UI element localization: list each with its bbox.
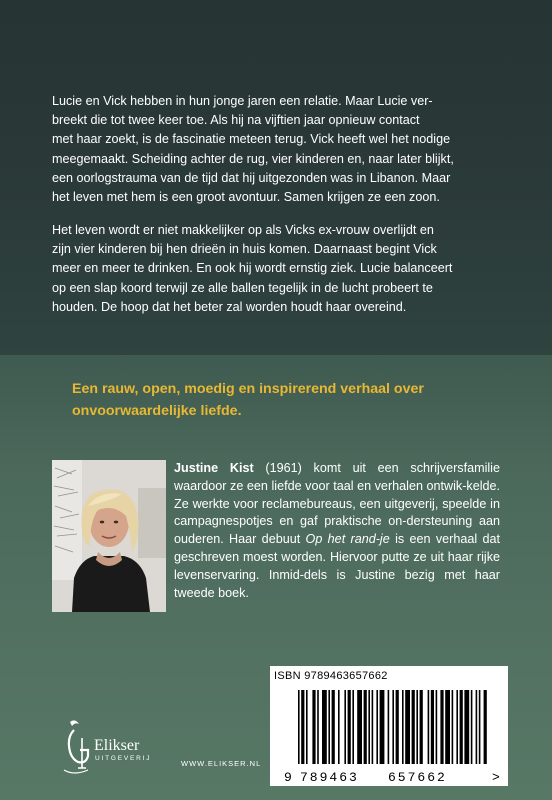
barcode-first-digit: 9 (284, 770, 292, 785)
barcode-digits-group-1: 789463 (300, 770, 359, 785)
barcode-bar (312, 690, 315, 764)
barcode-bar (445, 690, 450, 764)
author-name: Justine Kist (174, 461, 254, 475)
blurb-line: Lucie en Vick hebben in hun jonge jaren een relatie. Maar Lucie ver- (52, 94, 433, 108)
blurb-paragraph-1 (52, 92, 504, 207)
barcode-bar (412, 690, 415, 764)
blurb-line: meer en meer te drinken. En ook hij wordt ernstig ziek. Lucie balanceert (52, 261, 453, 276)
barcode-bar (476, 690, 478, 764)
barcode-bar (479, 690, 481, 764)
barcode-bar (298, 690, 300, 764)
barcode-bar (338, 690, 340, 764)
barcode-bar (388, 690, 390, 764)
barcode-bars (298, 690, 487, 764)
barcode-bar (344, 690, 346, 764)
publisher-logo (58, 718, 178, 778)
publisher-website: WWW.ELIKSER.NL (181, 759, 262, 768)
blurb-line: breekt die tot twee keer toe. Als hij na vijftien jaar opnieuw contact (52, 113, 420, 128)
ge-monogram-icon (58, 718, 178, 778)
bio-text-part-1: (1961) komt uit een schrijversfamilie waardoor ze een liefde voor taal en verhalen ontwik-kelde. Ze werkte voor reclamebureaus, een uitgeverij, speelde in campagnespotjes en gaf praktische on-dersteuning aan ouderen. Haar debuut (174, 461, 500, 547)
blurb-line: houden. De hoop dat het beter zal worden houdt haar overeind. (52, 299, 407, 314)
barcode-bar (464, 690, 469, 764)
barcode-add-on-mark: > (492, 770, 500, 785)
barcode-bar (392, 690, 394, 764)
barcode-bar (460, 690, 463, 764)
barcode-bar (396, 690, 399, 764)
barcode-bar (380, 690, 385, 764)
barcode-bar (405, 690, 410, 764)
barcode-bar (416, 690, 418, 764)
blurb-line: een oorlogstrauma van de tijd dat hij uitgezonden was in Libanon. Maar (52, 170, 451, 185)
barcode-bar (348, 690, 351, 764)
barcode-digits-group-2: 657662 (388, 770, 447, 785)
tagline (72, 378, 492, 422)
barcode-bar (372, 690, 374, 764)
author-photo (52, 460, 166, 612)
tagline-line-1: Een rauw, open, moedig en inspirerend verhaal over (72, 381, 424, 397)
barcode-bar (471, 690, 473, 764)
barcode-bar (376, 690, 378, 764)
barcode-box (270, 666, 508, 786)
blurb-line: meegemaakt. Scheiding achter de rug, vier kinderen en, naar later blijkt, (52, 151, 454, 166)
barcode-bar (328, 690, 330, 764)
author-portrait-illustration (52, 460, 166, 612)
barcode-bar (452, 690, 454, 764)
barcode-bar (440, 690, 443, 764)
barcode-bar (332, 690, 335, 764)
bio-text-part-2: is een verhaal dat geschreven moest worden. Hiervoor putte ze uit haar rijke levenservaring. Inmid-dels is Justine bezig met haar tweede boek. (174, 532, 500, 600)
barcode-bar (420, 690, 423, 764)
publisher-name: Elikser (94, 737, 140, 754)
isbn-label: ISBN 9789463657662 (274, 670, 388, 682)
barcode-bar (364, 690, 367, 764)
barcode-bar (352, 690, 354, 764)
blurb-line: met haar zoekt, is de fascinatie meteen terug. Vick heeft wel het nodige (52, 132, 451, 147)
barcode-bar (456, 690, 458, 764)
barcode-bar (306, 690, 308, 764)
book-title: Op het rand-je (305, 532, 390, 547)
blurb-paragraph-2 (52, 221, 504, 317)
barcode-bar (317, 690, 319, 764)
barcode-bar (431, 690, 434, 764)
barcode-bar (322, 690, 327, 764)
blurb-line: Het leven wordt er niet makkelijker op als Vicks ex-vrouw overlijdt en (52, 223, 434, 237)
barcode (270, 686, 508, 786)
barcode-bar (301, 690, 304, 764)
barcode-bar (368, 690, 370, 764)
barcode-bar (357, 690, 362, 764)
barcode-bar (436, 690, 438, 764)
publisher-subname: UITGEVERIJ (95, 755, 152, 762)
blurb-line: het leven met hem is een groot avontuur. Samen krijgen ze een zoon. (52, 190, 440, 205)
tagline-line-2: onvoorwaardelijke liefde. (72, 403, 242, 419)
blurb-line: zijn vier kinderen bij hen drieën in huis komen. Daarnaast begint Vick (52, 242, 437, 257)
barcode-bar (402, 690, 404, 764)
blurb-line: op een slap koord terwijl ze alle ballen tegelijk in de lucht probeert te (52, 280, 433, 295)
barcode-bar (428, 690, 430, 764)
author-bio (174, 460, 500, 602)
barcode-bar (484, 690, 487, 764)
